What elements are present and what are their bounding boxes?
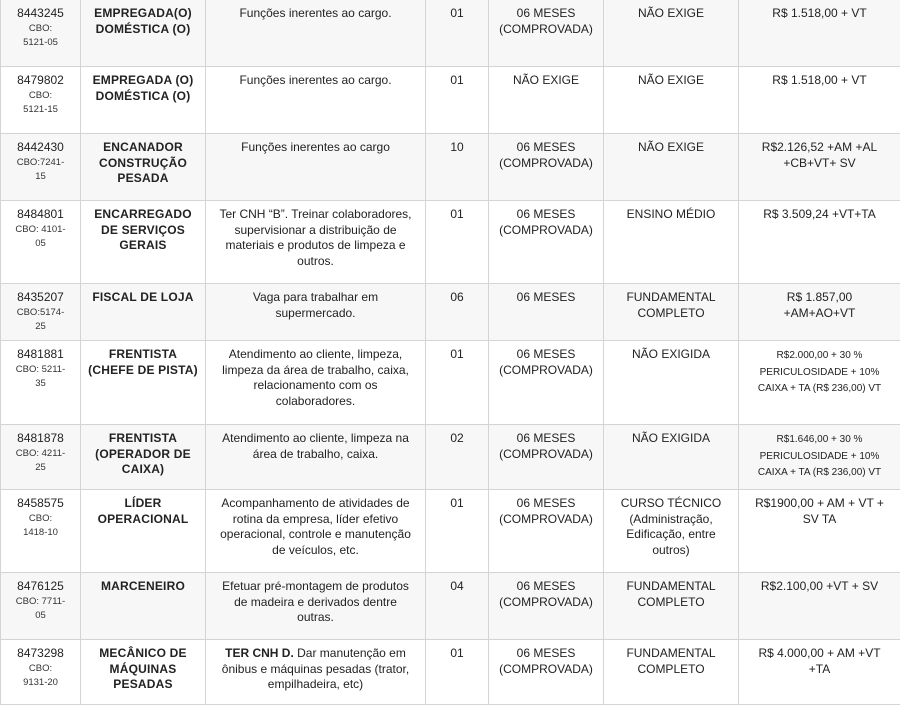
experience-requirement: 06 MESES (COMPROVADA) <box>489 425 604 490</box>
vacancy-count: 02 <box>426 425 489 490</box>
vacancy-count: 01 <box>426 341 489 425</box>
cbo-code: CBO: 5121-05 <box>23 22 58 48</box>
job-code-cell <box>1 640 81 705</box>
salary: R$1.646,00 + 30 % PERICULOSIDADE + 10% CAIXA + TA (R$ 236,00) VT <box>757 434 882 478</box>
salary: R$ 3.509,24 +VT+TA <box>763 207 876 221</box>
table-row <box>1 341 900 425</box>
job-description-cell <box>206 490 426 573</box>
cbo-code: CBO: 7711- 05 <box>15 595 66 621</box>
cbo-code: CBO: 4101- 05 <box>15 223 66 249</box>
cbo-code: CBO:5174- 25 <box>16 306 65 332</box>
job-description: Efetuar pré-montagem de produtos de madeira e derivados dentre outras. <box>222 579 409 624</box>
education-requirement: FUNDAMENTAL COMPLETO <box>604 284 739 341</box>
table-row <box>1 490 900 573</box>
education-requirement: FUNDAMENTAL COMPLETO <box>604 573 739 640</box>
job-title: EMPREGADA (O) DOMÉSTICA (O) <box>81 67 206 134</box>
table-row <box>1 284 900 341</box>
job-description-cell <box>206 0 426 67</box>
job-title: FRENTISTA (OPERADOR DE CAIXA) <box>81 425 206 490</box>
job-code-cell <box>1 573 81 640</box>
job-description-highlight: TER CNH D. <box>225 646 294 660</box>
salary: R$1900,00 + AM + VT + SV TA <box>755 496 884 526</box>
education-requirement: CURSO TÉCNICO (Administração, Edificação, entre outros) <box>604 490 739 573</box>
job-code-cell <box>1 490 81 573</box>
experience-requirement: 06 MESES (COMPROVADA) <box>489 341 604 425</box>
education-requirement: NÃO EXIGE <box>604 67 739 134</box>
salary-cell <box>739 640 900 705</box>
cbo-code: CBO: 9131-20 <box>23 662 58 688</box>
experience-requirement: 06 MESES (COMPROVADA) <box>489 201 604 284</box>
job-description: Acompanhamento de atividades de rotina da empresa, líder efetivo operacional, controle e manutenção de veículos, etc. <box>220 496 411 557</box>
job-code-cell <box>1 425 81 490</box>
job-description-cell <box>206 640 426 705</box>
job-code: 8484801 <box>17 207 64 221</box>
job-code-cell <box>1 284 81 341</box>
experience-requirement: 06 MESES (COMPROVADA) <box>489 573 604 640</box>
education-requirement: NÃO EXIGE <box>604 0 739 67</box>
job-description-cell <box>206 573 426 640</box>
job-title: ENCANADOR CONSTRUÇÃO PESADA <box>81 134 206 201</box>
job-description-cell <box>206 341 426 425</box>
cbo-code: CBO: 5211- 35 <box>15 363 66 389</box>
job-code: 8435207 <box>17 290 64 304</box>
vacancy-count: 01 <box>426 201 489 284</box>
education-requirement: ENSINO MÉDIO <box>604 201 739 284</box>
vacancy-count: 06 <box>426 284 489 341</box>
vacancy-count: 10 <box>426 134 489 201</box>
experience-requirement: 06 MESES (COMPROVADA) <box>489 640 604 705</box>
vacancy-count: 01 <box>426 67 489 134</box>
salary-cell <box>739 573 900 640</box>
salary-cell <box>739 490 900 573</box>
salary-cell <box>739 67 900 134</box>
job-code: 8476125 <box>17 579 64 593</box>
job-code-cell <box>1 341 81 425</box>
cbo-code: CBO: 5121-15 <box>23 89 58 115</box>
salary: R$ 1.518,00 + VT <box>772 6 867 20</box>
vacancy-count: 01 <box>426 640 489 705</box>
job-code-cell <box>1 201 81 284</box>
job-code: 8479802 <box>17 73 64 87</box>
cbo-code: CBO: 4211- 25 <box>15 447 66 473</box>
salary-cell <box>739 134 900 201</box>
salary-cell <box>739 201 900 284</box>
experience-requirement: 06 MESES (COMPROVADA) <box>489 0 604 67</box>
table-row <box>1 425 900 490</box>
education-requirement: NÃO EXIGE <box>604 134 739 201</box>
vacancy-count: 04 <box>426 573 489 640</box>
salary: R$2.000,00 + 30 % PERICULOSIDADE + 10% CAIXA + TA (R$ 236,00) VT <box>757 350 882 394</box>
job-description: Funções inerentes ao cargo <box>241 140 390 154</box>
job-code: 8458575 <box>17 496 64 510</box>
table-row <box>1 0 900 67</box>
vacancy-count: 01 <box>426 490 489 573</box>
job-description-cell <box>206 134 426 201</box>
salary: R$ 1.518,00 + VT <box>772 73 867 87</box>
experience-requirement: 06 MESES (COMPROVADA) <box>489 490 604 573</box>
job-description: Atendimento ao cliente, limpeza, limpeza da área de trabalho, caixa, relacionamento com os colaboradores. <box>222 347 409 408</box>
job-title: MECÂNICO DE MÁQUINAS PESADAS <box>81 640 206 705</box>
job-description-cell <box>206 201 426 284</box>
vacancy-count: 01 <box>426 0 489 67</box>
job-description: Dar manutenção em ônibus e máquinas pesadas (trator, empilhadeira, etc) <box>221 646 410 691</box>
experience-requirement: 06 MESES <box>489 284 604 341</box>
job-code: 8442430 <box>17 140 64 154</box>
experience-requirement: 06 MESES (COMPROVADA) <box>489 134 604 201</box>
job-description: Atendimento ao cliente, limpeza na área de trabalho, caixa. <box>222 431 409 461</box>
job-description-cell <box>206 67 426 134</box>
job-description-cell <box>206 284 426 341</box>
job-code: 8443245 <box>17 6 64 20</box>
salary: R$ 4.000,00 + AM +VT +TA <box>758 646 881 676</box>
table-row <box>1 201 900 284</box>
education-requirement: NÃO EXIGIDA <box>604 425 739 490</box>
salary: R$2.126,52 +AM +AL +CB+VT+ SV <box>761 140 878 170</box>
salary: R$ 1.857,00 +AM+AO+VT <box>783 290 856 320</box>
job-title: EMPREGADA(O) DOMÉSTICA (O) <box>81 0 206 67</box>
education-requirement: FUNDAMENTAL COMPLETO <box>604 640 739 705</box>
table-row <box>1 640 900 705</box>
job-code: 8481881 <box>17 347 64 361</box>
job-description: Funções inerentes ao cargo. <box>239 6 392 20</box>
job-description: Funções inerentes ao cargo. <box>239 73 392 87</box>
job-description: Ter CNH “B”. Treinar colaboradores, supervisionar a distribuição de materiais e produtos de limpeza e outros. <box>219 207 412 268</box>
table-row <box>1 134 900 201</box>
job-title: ENCARREGADO DE SERVIÇOS GERAIS <box>81 201 206 284</box>
job-description-cell <box>206 425 426 490</box>
job-title: FISCAL DE LOJA <box>81 284 206 341</box>
salary-cell <box>739 284 900 341</box>
salary: R$2.100,00 +VT + SV <box>760 579 879 593</box>
table-body <box>1 0 900 705</box>
salary-cell <box>739 0 900 67</box>
table-row <box>1 67 900 134</box>
job-code-cell <box>1 67 81 134</box>
job-description: Vaga para trabalhar em supermercado. <box>252 290 379 320</box>
cbo-code: CBO: 1418-10 <box>23 512 58 538</box>
job-code: 8473298 <box>17 646 64 660</box>
salary-cell <box>739 341 900 425</box>
table-row <box>1 573 900 640</box>
job-title: FRENTISTA (CHEFE DE PISTA) <box>81 341 206 425</box>
salary-cell <box>739 425 900 490</box>
education-requirement: NÃO EXIGIDA <box>604 341 739 425</box>
experience-requirement: NÃO EXIGE <box>489 67 604 134</box>
job-code-cell <box>1 134 81 201</box>
job-code-cell <box>1 0 81 67</box>
job-title: MARCENEIRO <box>81 573 206 640</box>
cbo-code: CBO:7241- 15 <box>16 156 65 182</box>
job-code: 8481878 <box>17 431 64 445</box>
job-title: LÍDER OPERACIONAL <box>81 490 206 573</box>
